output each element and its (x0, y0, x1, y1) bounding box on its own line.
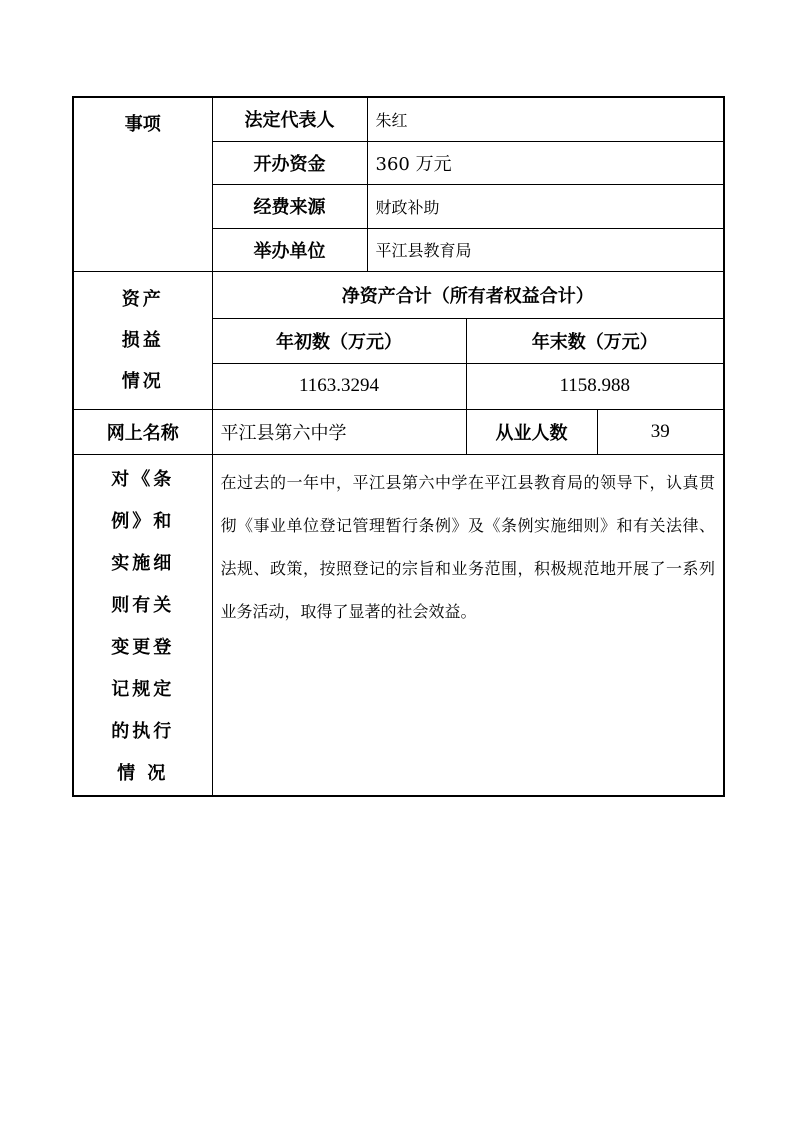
funding-source-value: 财政补助 (367, 184, 724, 228)
execution-label-line: 情 况 (117, 762, 169, 784)
legal-rep-label: 法定代表人 (212, 97, 367, 141)
capital-label: 开办资金 (212, 141, 367, 184)
assets-label-line: 情况 (121, 370, 164, 392)
begin-year-value: 1163.3294 (212, 363, 466, 409)
capital-value: 360 万元 (367, 141, 724, 184)
section-basic-label: 事项 (73, 97, 212, 271)
execution-label-line: 变更登 (111, 636, 175, 658)
legal-rep-value: 朱红 (367, 97, 724, 141)
execution-label-line: 则有关 (111, 594, 175, 616)
annual-report-table (72, 96, 725, 797)
begin-year-label: 年初数（万元） (212, 318, 466, 363)
row-online-name (73, 409, 724, 454)
online-name-label: 网上名称 (73, 409, 212, 454)
execution-text: 在过去的一年中，平江县第六中学在平江县教育局的领导下，认真贯彻《事业单位登记管理暂行条例》及《条例实施细则》和有关法律、法规、政策，按照登记的宗旨和业务范围，积极规范地开展了一系列业务活动，取得了显著的社会效益。 (212, 454, 724, 796)
assets-label-line: 损益 (121, 329, 164, 351)
end-year-label: 年末数（万元） (466, 318, 724, 363)
staff-count-value: 39 (597, 409, 724, 454)
staff-count-label: 从业人数 (466, 409, 597, 454)
sponsor-label: 举办单位 (212, 228, 367, 271)
execution-label-line: 记规定 (111, 678, 175, 700)
execution-label-line: 的执行 (111, 720, 175, 742)
section-assets-label (73, 271, 212, 409)
funding-source-label: 经费来源 (212, 184, 367, 228)
row-net-assets-header (73, 271, 724, 318)
execution-label-line: 对《条 (111, 468, 175, 490)
online-name-value: 平江县第六中学 (212, 409, 466, 454)
execution-label-line: 实施细 (111, 552, 175, 574)
end-year-value: 1158.988 (466, 363, 724, 409)
execution-label-line: 例》和 (111, 510, 175, 532)
execution-label (73, 454, 212, 796)
row-execution (73, 454, 724, 796)
row-legal-rep (73, 97, 724, 141)
sponsor-value: 平江县教育局 (367, 228, 724, 271)
assets-label-line: 资产 (121, 288, 164, 310)
net-assets-header: 净资产合计（所有者权益合计） (212, 271, 724, 318)
